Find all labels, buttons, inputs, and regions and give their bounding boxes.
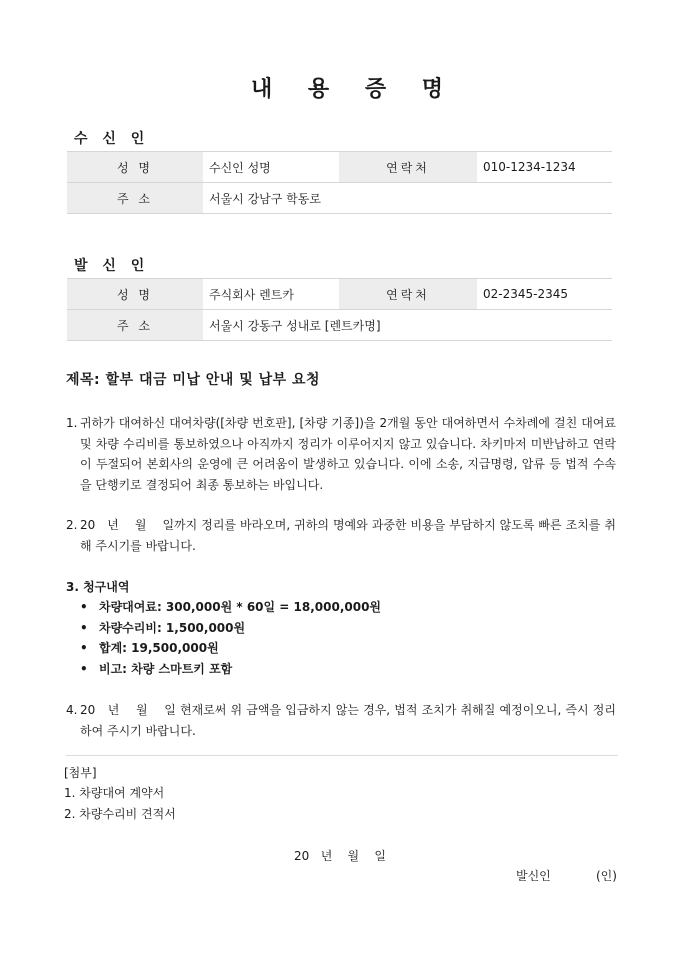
claim-heading: 3. 청구내역 — [66, 580, 130, 594]
section-divider — [66, 755, 618, 756]
paragraph-2-text: 20 년 월 일까지 정리를 바라오며, 귀하의 명예와 과중한 비용을 부담하지 않도록 빠른 조치를 취해 주시기를 바랍니다. — [80, 518, 616, 553]
paragraph-4-number: 4. — [66, 703, 78, 717]
paragraph-1-number: 1. — [66, 416, 78, 430]
sender-address-label: 주 소 — [67, 310, 203, 341]
sender-row-name — [67, 279, 612, 310]
recipient-name-value: 수신인 성명 — [203, 152, 339, 183]
sender-contact-label: 연락처 — [339, 279, 477, 310]
sender-row-address — [67, 310, 612, 341]
recipient-row-name — [67, 152, 612, 183]
signature-seal-label: (인) — [596, 869, 617, 883]
subject-heading: 제목: 할부 대금 미납 안내 및 납부 요청 — [66, 372, 321, 388]
claim-item: • 합계: 19,500,000원 — [66, 638, 381, 659]
attachment-item: 1. 차량대여 계약서 — [64, 786, 165, 800]
claim-item: • 차량대여료: 300,000원 * 60일 = 18,000,000원 — [66, 597, 381, 618]
signature-sender-label: 발신인 — [516, 869, 551, 883]
recipient-name-label: 성 명 — [67, 152, 203, 183]
paragraph-1 — [66, 413, 616, 495]
document-title: 내 용 증 명 — [251, 77, 457, 102]
recipient-contact-value: 010-1234-1234 — [477, 152, 612, 183]
recipient-section-label: 수 신 인 — [74, 131, 150, 147]
paragraph-2 — [66, 515, 616, 556]
sender-contact-value: 02-2345-2345 — [477, 279, 612, 310]
attachments-heading: [첨부] — [64, 766, 97, 780]
attachment-item: 2. 차량수리비 견적서 — [64, 807, 176, 821]
recipient-address-label: 주 소 — [67, 183, 203, 214]
sender-name-label: 성 명 — [67, 279, 203, 310]
paragraph-4 — [66, 700, 616, 741]
recipient-address-value: 서울시 강남구 학동로 — [203, 183, 612, 214]
signature-date: 20 년 월 일 — [293, 849, 386, 863]
sender-address-value: 서울시 강동구 성내로 [렌트카명] — [203, 310, 612, 341]
recipient-row-address — [67, 183, 612, 214]
recipient-contact-label: 연락처 — [339, 152, 477, 183]
sender-table — [67, 278, 612, 341]
recipient-table — [67, 151, 612, 214]
claim-list — [66, 597, 381, 679]
paragraph-4-text: 20 년 월 일 현재로써 위 금액을 입금하지 않는 경우, 법적 조치가 취해질 예정이오니, 즉시 정리하여 주시기 바랍니다. — [80, 703, 616, 738]
claim-item: • 비고: 차량 스마트키 포함 — [66, 659, 381, 680]
paragraph-1-text: 귀하가 대여하신 대여차량([차량 번호판], [차량 기종])을 2개월 동안 대여하면서 수차례에 걸친 대여료 및 차량 수리비를 통보하였으나 아직까지 정리가 이루어지지 않고 있습니다. 차키마저 미반납하고 연락이 두절되어 본회사의 운영에 큰 어려움이 발생하고 있습니다. 이에 소송, 지급명령, 압류 등 법적 수속을 단행키로 결정되어 최종 통보하는 바입니다. — [80, 416, 616, 492]
paragraph-2-number: 2. — [66, 518, 78, 532]
claim-item: • 차량수리비: 1,500,000원 — [66, 618, 381, 639]
sender-name-value: 주식회사 렌트카 — [203, 279, 339, 310]
sender-section-label: 발 신 인 — [74, 258, 150, 274]
